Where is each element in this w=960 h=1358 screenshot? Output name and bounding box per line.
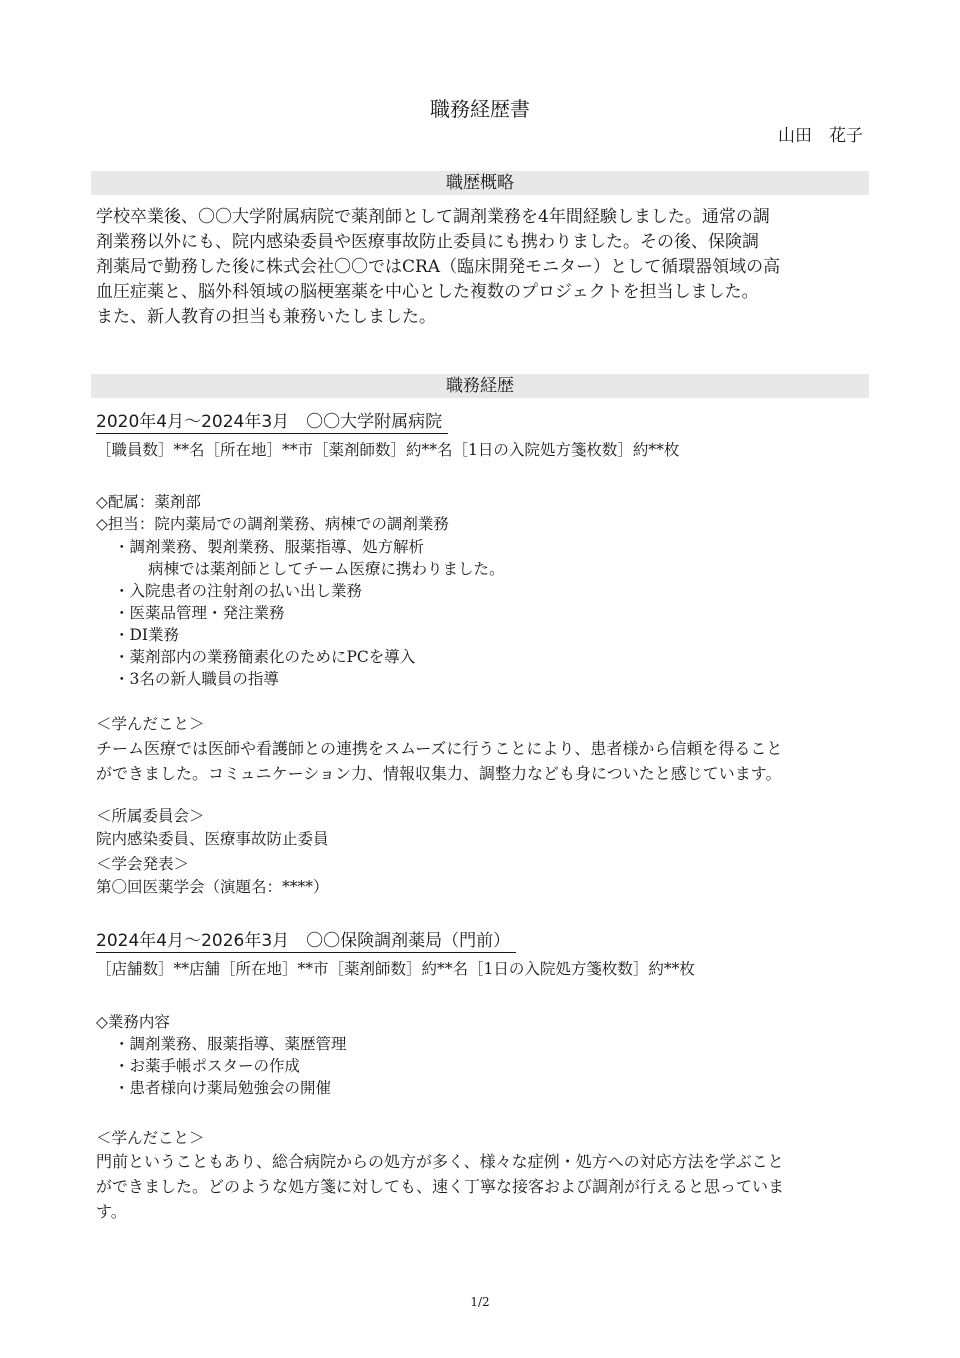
- job1-presentation-heading: ＜学会発表＞: [96, 855, 190, 873]
- job1-title: 2020年4月～2024年3月 〇〇大学附属病院: [96, 411, 448, 434]
- job2-bullet: ・調剤業務、服薬指導、薬歴管理: [114, 1035, 347, 1053]
- job2-learned-line: 門前ということもあり、総合病院からの処方が多く、様々な症例・処方への対応方法を学ぶこと: [96, 1152, 784, 1171]
- author-name: 山田 花子: [778, 126, 863, 146]
- job1-info: ［職員数］**名［所在地］**市［薬剤師数］約**名［1日の入院処方箋枚数］約**枚: [96, 441, 680, 459]
- summary-line: また、新人教育の担当も兼務いたしました。: [96, 307, 436, 327]
- job1-presentation: 第〇回医薬学会（演題名：****）: [96, 878, 329, 896]
- page-number: 1/2: [470, 1295, 490, 1309]
- job1-learned-line: ができました。コミュニケーション力、情報収集力、調整力なども身についたと感じています。: [96, 764, 782, 783]
- job2-title: 2024年4月～2026年3月 〇〇保険調剤薬局（門前）: [96, 930, 516, 953]
- job2-duties-heading: ◇業務内容: [96, 1013, 170, 1031]
- job1-learned-heading: ＜学んだこと＞: [96, 715, 205, 733]
- job1-bullet: ・薬剤部内の業務簡素化のためにPCを導入: [114, 648, 416, 666]
- summary-heading: 職歴概略: [91, 171, 869, 195]
- summary-paragraph: [96, 205, 866, 330]
- job1-committee: 院内感染委員、医療事故防止委員: [96, 830, 329, 848]
- job1-bullet: ・調剤業務、製剤業務、服薬指導、処方解析: [114, 538, 425, 556]
- summary-line: 剤業務以外にも、院内感染委員や医療事故防止委員にも携わりました。その後、保険調: [96, 232, 759, 252]
- job1-bullet: ・3名の新人職員の指導: [114, 670, 279, 688]
- summary-line: 剤薬局で勤務した後に株式会社〇〇ではCRA（臨床開発モニター）として循環器領域の高: [96, 257, 781, 277]
- job2-learned-heading: ＜学んだこと＞: [96, 1129, 205, 1147]
- summary-line: 学校卒業後、〇〇大学附属病院で薬剤師として調剤業務を4年間経験しました。通常の調: [96, 207, 770, 227]
- job1-learned-paragraph: [96, 736, 866, 786]
- document-title: 職務経歴書: [430, 97, 530, 121]
- job1-learned-line: チーム医療では医師や看護師との連携をスムーズに行うことにより、患者様から信頼を得ること: [96, 739, 783, 758]
- job1-bullet: ・DI業務: [114, 626, 180, 644]
- job2-bullet: ・患者様向け薬局勉強会の開催: [114, 1079, 332, 1097]
- job2-info: ［店舗数］**店舗［所在地］**市［薬剤師数］約**名［1日の入院処方箋枚数］約**枚: [96, 960, 695, 978]
- summary-line: 血圧症薬と、脳外科領域の脳梗塞薬を中心とした複数のプロジェクトを担当しました。: [96, 282, 759, 302]
- job2-learned-line: ができました。どのような処方箋に対しても、速く丁寧な接客および調剤が行えると思っていま: [96, 1177, 785, 1196]
- job2-learned-line: す。: [96, 1202, 127, 1221]
- history-heading: 職務経歴: [91, 374, 869, 398]
- job2-learned-paragraph: [96, 1149, 866, 1224]
- job1-bullet: ・入院患者の注射剤の払い出し業務: [114, 582, 363, 600]
- job2-bullet: ・お薬手帳ポスターの作成: [114, 1057, 301, 1075]
- job1-committee-heading: ＜所属委員会＞: [96, 807, 205, 825]
- job1-bullet: ・医薬品管理・発注業務: [114, 604, 285, 622]
- job1-role: ◇担当：院内薬局での調剤業務、病棟での調剤業務: [96, 515, 449, 533]
- job1-bullet-note: 病棟では薬剤師としてチーム医療に携わりました。: [148, 560, 505, 578]
- job1-dept: ◇配属：薬剤部: [96, 493, 201, 511]
